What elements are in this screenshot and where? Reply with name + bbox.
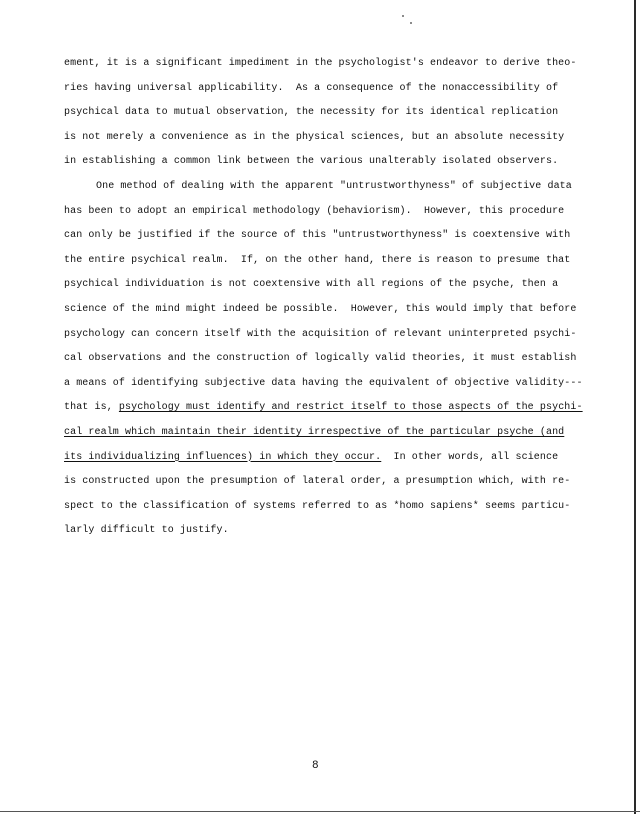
- text-line: cal observations and the construction of logically valid theories, it must establish: [64, 353, 577, 365]
- text-line: is constructed upon the presumption of lateral order, a presumption which, with re-: [64, 476, 571, 488]
- text-line: a means of identifying subjective data having the equivalent of objective validity---: [64, 377, 583, 389]
- text-line: larly difficult to justify.: [64, 525, 229, 537]
- scan-speck: [410, 22, 412, 24]
- text-line: psychical data to mutual observation, the necessity for its identical replication: [64, 107, 559, 119]
- text-line: [64, 446, 594, 471]
- underlined-text: psychology must identify and restrict itself to those aspects of the psychi-: [118, 402, 583, 414]
- text-line: the entire psychical realm. If, on the other hand, there is reason to presume that: [64, 254, 571, 266]
- scan-edge-right: [634, 0, 636, 814]
- text-line: is not merely a convenience as in the physical sciences, but an absolute necessity: [64, 131, 565, 143]
- plain-text: that is,: [64, 402, 119, 414]
- paragraph-start-line: One method of dealing with the apparent "untrustworthyness" of subjective data: [96, 180, 572, 192]
- underlined-text: cal realm which maintain their identity irrespective of the particular psyche (and: [64, 426, 565, 438]
- underlined-text: its individualizing influences) in which they occur.: [64, 451, 382, 463]
- text-line: ement, it is a significant impediment in the psychologist's endeavor to derive theo-: [64, 58, 577, 69]
- text-line: [64, 396, 594, 421]
- body-text: [64, 52, 594, 544]
- text-line: psychical individuation is not coextensive with all regions of the psyche, then a: [64, 279, 559, 291]
- text-line: [64, 421, 594, 446]
- plain-text: In other words, all science: [381, 451, 559, 463]
- text-line: ries having universal applicability. As a consequence of the nonaccessibility of: [64, 82, 559, 94]
- scan-speck: [402, 15, 404, 17]
- scan-edge-bottom: [0, 811, 640, 812]
- text-line: psychology can concern itself with the acquisition of relevant uninterpreted psychi-: [64, 328, 577, 340]
- text-line: in establishing a common link between the various unalterably isolated observers.: [64, 156, 559, 168]
- text-line: can only be justified if the source of this "untrustworthyness" is coextensive with: [64, 230, 571, 242]
- text-line: has been to adopt an empirical methodology (behaviorism). However, this procedure: [64, 205, 565, 217]
- text-line: science of the mind might indeed be possible. However, this would imply that before: [64, 303, 577, 315]
- text-line: spect to the classification of systems referred to as *homo sapiens* seems particu-: [64, 500, 571, 512]
- page-number: 8: [312, 760, 319, 772]
